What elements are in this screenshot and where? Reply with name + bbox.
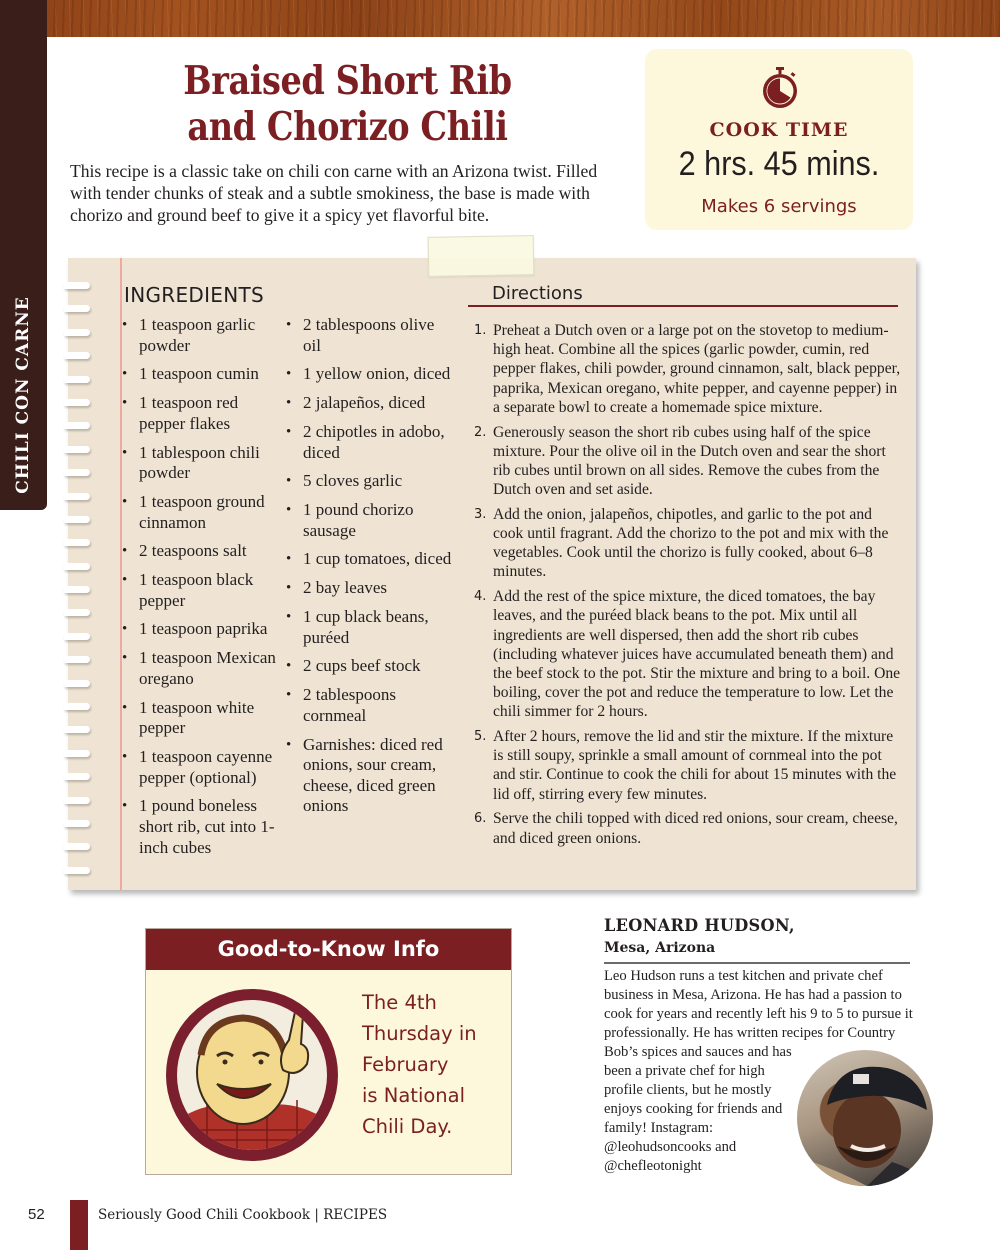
good-to-know-heading: Good-to-Know Info <box>146 929 511 970</box>
fact-line: The 4th <box>362 991 437 1014</box>
step-number: 2. <box>474 424 487 440</box>
step-text: Add the onion, jalapeños, chipotles, and garlic to the pot and cook until fragrant. Add the chorizo to the pot and mix with the vegetables. Cook until the chorizo is fully cooked, about 6–8 minutes. <box>493 505 889 581</box>
recipe-intro: This recipe is a classic take on chili con carne with an Arizona twist. Filled with tender chunks of steak and a subtle smokiness, the base is made with chorizo and ground beef to give it a spicy yet flavorful bite. <box>70 161 598 225</box>
section-tab <box>0 0 47 510</box>
fact-line: Chili Day. <box>362 1115 453 1138</box>
spiral-hole <box>64 793 100 807</box>
contributor-location: Mesa, Arizona <box>604 940 716 956</box>
spiral-hole <box>64 395 100 409</box>
good-to-know-box <box>145 928 512 1175</box>
spiral-hole <box>64 418 100 432</box>
fact-line: is National <box>362 1084 466 1107</box>
spiral-hole <box>64 769 100 783</box>
ingredient-item: • 1 cup tomatoes, diced <box>286 549 456 570</box>
ingredient-item: • 1 teaspoon white pepper <box>122 698 284 739</box>
ingredient-item: • 1 teaspoon red pepper flakes <box>122 393 284 434</box>
step-number: 4. <box>474 589 487 605</box>
spiral-hole <box>64 582 100 596</box>
title-line-2: and Chorizo Chili <box>187 104 508 150</box>
spiral-hole <box>64 699 100 713</box>
spiral-binding <box>64 278 100 888</box>
running-title: Seriously Good Chili Cookbook | RECIPES <box>98 1207 388 1223</box>
ingredient-item: • 1 yellow onion, diced <box>286 364 456 385</box>
spiral-hole <box>64 348 100 362</box>
page-number: 52 <box>28 1206 45 1223</box>
ingredient-item: • 1 teaspoon paprika <box>122 619 284 640</box>
spiral-hole <box>64 652 100 666</box>
step-text: After 2 hours, remove the lid and stir the mixture. If the mixture is still soupy, sprinkle a small amount of cornmeal into the pot and stir. Continue to cook the chili for about 15 minutes with the lid off, stirring every few minutes. <box>493 728 897 803</box>
ingredient-item: • 5 cloves garlic <box>286 471 456 492</box>
fact-line: February <box>362 1053 449 1076</box>
ingredient-item: • 1 cup black beans, puréed <box>286 607 456 648</box>
spiral-hole <box>64 442 100 456</box>
direction-step <box>474 809 904 847</box>
ingredient-item: • 1 teaspoon Mexican oregano <box>122 648 284 689</box>
spiral-hole <box>64 863 100 877</box>
stopwatch-icon <box>761 67 799 109</box>
step-number: 3. <box>474 506 487 522</box>
wood-header-banner <box>0 0 1000 37</box>
servings: Makes 6 servings <box>701 196 857 217</box>
step-number: 5. <box>474 729 487 745</box>
ingredient-item: • Garnishes: diced red onions, sour cream, cheese, diced green onions <box>286 735 456 817</box>
ingredients-column-1 <box>122 315 284 866</box>
ingredient-item: • 1 teaspoon black pepper <box>122 570 284 611</box>
spiral-hole <box>64 559 100 573</box>
bio-paragraph-wide: Leo Hudson runs a test kitchen and private chef business in Mesa, Arizona. He has had a passion to cook for years and recently left his 9 to 5 to pursue it professionally. He has written recipes for Country <box>604 968 913 1041</box>
recipe-title <box>152 58 543 150</box>
cook-time-label: COOK TIME <box>709 119 849 141</box>
ingredient-item: • 2 chipotles in adobo, diced <box>286 422 456 463</box>
ingredient-item: • 1 teaspoon ground cinnamon <box>122 492 284 533</box>
cook-time-value: 2 hrs. 45 mins. <box>678 145 880 183</box>
direction-step <box>474 321 904 417</box>
direction-step <box>474 587 904 721</box>
contributor-rule <box>604 962 910 964</box>
cook-time-card <box>645 49 913 230</box>
bio-paragraph-narrow: Bob’s spices and sauces and has been a private chef for high profile clients, but he mostly enjoys cooking for friends and family! Instagram: @leohudsoncooks and @chefleotonight <box>604 1044 792 1174</box>
ingredient-item: • 1 pound chorizo sausage <box>286 500 456 541</box>
ingredient-item: • 2 teaspoons salt <box>122 541 284 562</box>
contributor-name: LEONARD HUDSON, <box>604 916 795 936</box>
chef-portrait-icon <box>797 1050 933 1186</box>
ingredient-item: • 1 teaspoon cumin <box>122 364 284 385</box>
section-tab-label: CHILI CON CARNE <box>13 296 34 494</box>
ingredient-item: • 2 jalapeños, diced <box>286 393 456 414</box>
spiral-hole <box>64 278 100 292</box>
step-text: Preheat a Dutch oven or a large pot on the stovetop to medium-high heat. Combine all the spices (garlic powder, cumin, red pepper flakes, chili powder, ground cinnamon, salt, black pepper, paprika, Mexican oregano, white pepper, and cayenne pepper) in a separate bowl to create a homemade spice mixture. <box>493 322 901 416</box>
mascot-icon <box>177 1000 327 1150</box>
spiral-hole <box>64 512 100 526</box>
directions-rule <box>468 305 898 307</box>
spiral-hole <box>64 676 100 690</box>
spiral-hole <box>64 535 100 549</box>
spiral-hole <box>64 301 100 315</box>
spiral-hole <box>64 325 100 339</box>
spiral-hole <box>64 722 100 736</box>
spiral-hole <box>64 839 100 853</box>
ingredients-heading: INGREDIENTS <box>124 283 264 307</box>
tape-strip <box>428 235 535 277</box>
title-line-1: Braised Short Rib <box>183 58 512 104</box>
ingredient-item: • 2 cups beef stock <box>286 656 456 677</box>
direction-step <box>474 423 904 500</box>
spiral-hole <box>64 372 100 386</box>
footer-accent-bar <box>70 1200 88 1250</box>
ingredient-item: • 2 tablespoons olive oil <box>286 315 456 356</box>
step-text: Serve the chili topped with diced red onions, sour cream, cheese, and diced green onions. <box>493 810 898 847</box>
step-text: Add the rest of the spice mixture, the diced tomatoes, the bay leaves, and the puréed black beans to the pot. Mix until all ingredients are well dispersed, then add the short rib cubes (including whatever juices have accumulated beneath them) and the beef stock to the pot. Stir the mixture and bring to a boil. One boiling, cover the pot and reduce the temperature to low. Let the chili simmer for 2 hours. <box>493 588 901 721</box>
spiral-hole <box>64 629 100 643</box>
good-to-know-text <box>362 987 502 1142</box>
directions-list <box>474 321 904 853</box>
direction-step <box>474 727 904 804</box>
ingredient-item: • 1 pound boneless short rib, cut into 1-inch cubes <box>122 796 284 858</box>
step-number: 6. <box>474 811 487 827</box>
ingredient-item: • 2 bay leaves <box>286 578 456 599</box>
fact-line: Thursday in <box>362 1022 477 1045</box>
spiral-hole <box>64 465 100 479</box>
contributor-photo <box>797 1050 933 1186</box>
ingredient-item: • 1 teaspoon cayenne pepper (optional) <box>122 747 284 788</box>
step-number: 1. <box>474 323 487 338</box>
step-text: Generously season the short rib cubes using half of the spice mixture. Pour the olive oil in the Dutch oven and sear the short rib cubes until brown on all sides. Remove the cubes from the Dutch oven and set aside. <box>493 423 886 499</box>
spiral-hole <box>64 816 100 830</box>
spiral-hole <box>64 746 100 760</box>
directions-heading: Directions <box>492 283 583 304</box>
spiral-hole <box>64 489 100 503</box>
spiral-hole <box>64 605 100 619</box>
ingredient-item: • 1 tablespoon chili powder <box>122 443 284 484</box>
ingredient-item: • 2 tablespoons cornmeal <box>286 685 456 726</box>
mascot-illustration <box>166 989 338 1161</box>
ingredients-column-2 <box>286 315 456 825</box>
direction-step <box>474 505 904 582</box>
ingredient-item: • 1 teaspoon garlic powder <box>122 315 284 356</box>
